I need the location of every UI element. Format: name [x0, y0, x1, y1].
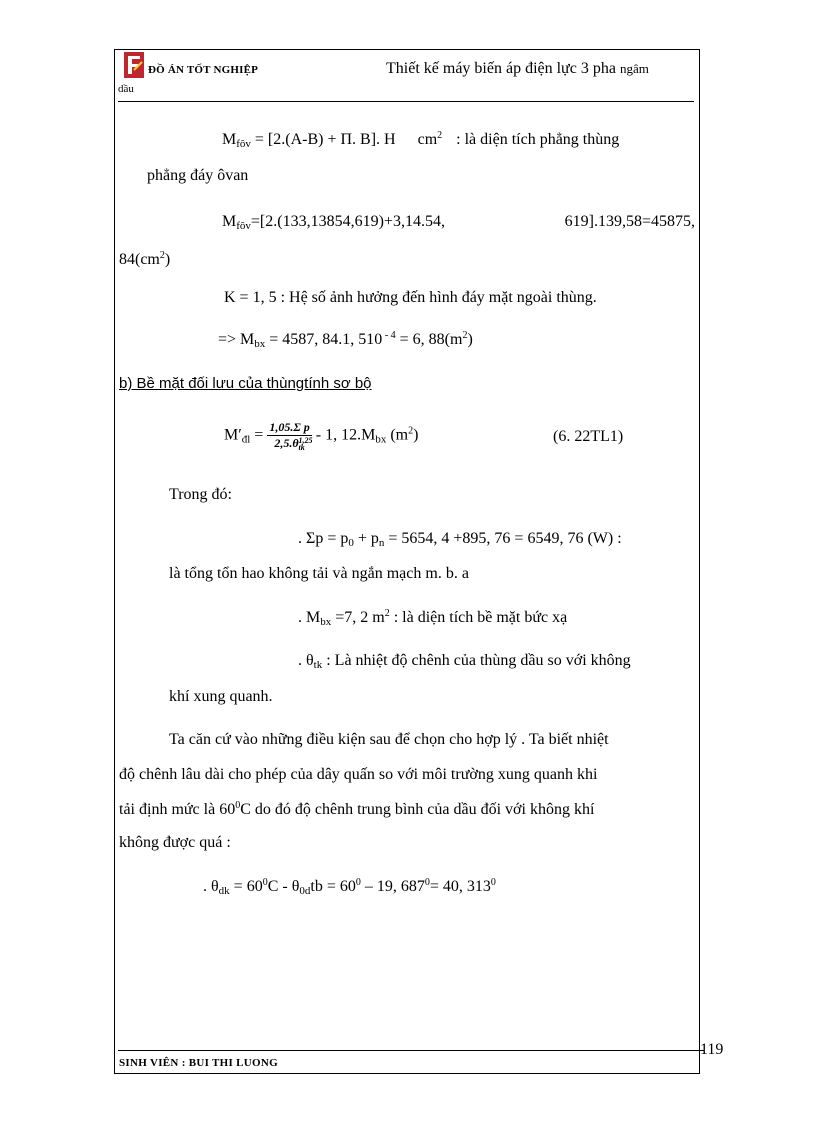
- line-mbx-def: . $M_{bx} =7$, 2 $m^2$ : là diện tích bề mặt bức xạ: [298, 608, 568, 628]
- paragraph-line-4: không được quá :: [119, 834, 231, 851]
- header-title-wrap: dầu: [118, 83, 134, 95]
- line-theta-tk: . $\theta_{tk}$ : Là nhiệt độ chênh của thùng dầu so với không: [298, 652, 631, 671]
- footer-rule: [118, 1050, 704, 1051]
- line-sum-p-desc: là tổng tổn hao không tải và ngắn mạch m. b. a: [169, 565, 469, 582]
- line-theta-dk: . $\theta_{dk} = 60^0C - \theta_{0d}tb = 60^0 - 19$, $687^0= 40$, $313^0$: [203, 877, 496, 897]
- page-number: 119: [700, 1041, 724, 1058]
- paragraph-line-2: độ chênh lâu dài cho phép của dây quấn so với môi trường xung quanh khi: [119, 766, 598, 783]
- paragraph-line-1: Ta căn cứ vào những điều kiện sau để chọn cho hợp lý . Ta biết nhiệt: [169, 731, 609, 748]
- school-logo-icon: [124, 52, 144, 78]
- page-frame: [114, 49, 700, 1074]
- header-rule: [118, 101, 694, 102]
- line-mbx-result: => $M_{bx} = 4587$, 84.1, 510 $^{- 4}$ = 6, $88(m^2)$: [218, 330, 473, 350]
- line-mfov-def-cont: phẳng đáy ôvan: [147, 167, 249, 184]
- line-mfov-calc: $M_{fôv}=[2.(133,13854,619)+3,14.54$, 619].139,58=45875,: [222, 213, 695, 232]
- section-heading: b) Bề mặt đối lưu của thùngtính sơ bộ: [119, 375, 372, 392]
- line-k-coefficient: K = 1, 5 : Hệ số ảnh hưởng đến hình đáy mặt ngoài thùng.: [224, 289, 597, 306]
- header-title-left: ĐỒ ÁN TỐT NGHIỆP: [148, 64, 259, 76]
- line-theta-tk-cont: khí xung quanh.: [169, 688, 273, 705]
- formula-reference: (6. 22TL1): [553, 428, 624, 445]
- trong-do-label: Trong đó:: [169, 486, 232, 503]
- paragraph-line-3: tải định mức là $60^0C$ do đó độ chênh trung bình của dầu đối với không khí: [119, 800, 595, 818]
- footer-student: SINH VIÊN : BUI THI LUONG: [119, 1057, 278, 1069]
- line-sum-p: . $\Sigma p = p_0 + p_n = 5654$, 4 +895, 76 = 6549, 76 (W) :: [298, 530, 622, 549]
- formula-fraction: $\frac{\text{1,05.Σ p}}{2,5.\theta^{1,25}_{tk}}$: [269, 420, 313, 452]
- formula-mdl: $M'_{đl}$ = $\frac{\text{1,05.Σ p}}{2,5.\theta^{1,25}_{tk}}$ - 1, $12.M_{bx}$ $(m^2)$: [224, 420, 419, 452]
- header-title-right: Thiết kế máy biến áp điện lực 3 pha ngâm: [386, 60, 649, 77]
- line-mfov-result: $84(cm^2)$: [119, 250, 171, 268]
- line-mfov-def: $M_{fôv} = [2.(A-B) + \Pi$. B]. H $cm^2$ : là diện tích phẳng thùng: [222, 130, 620, 150]
